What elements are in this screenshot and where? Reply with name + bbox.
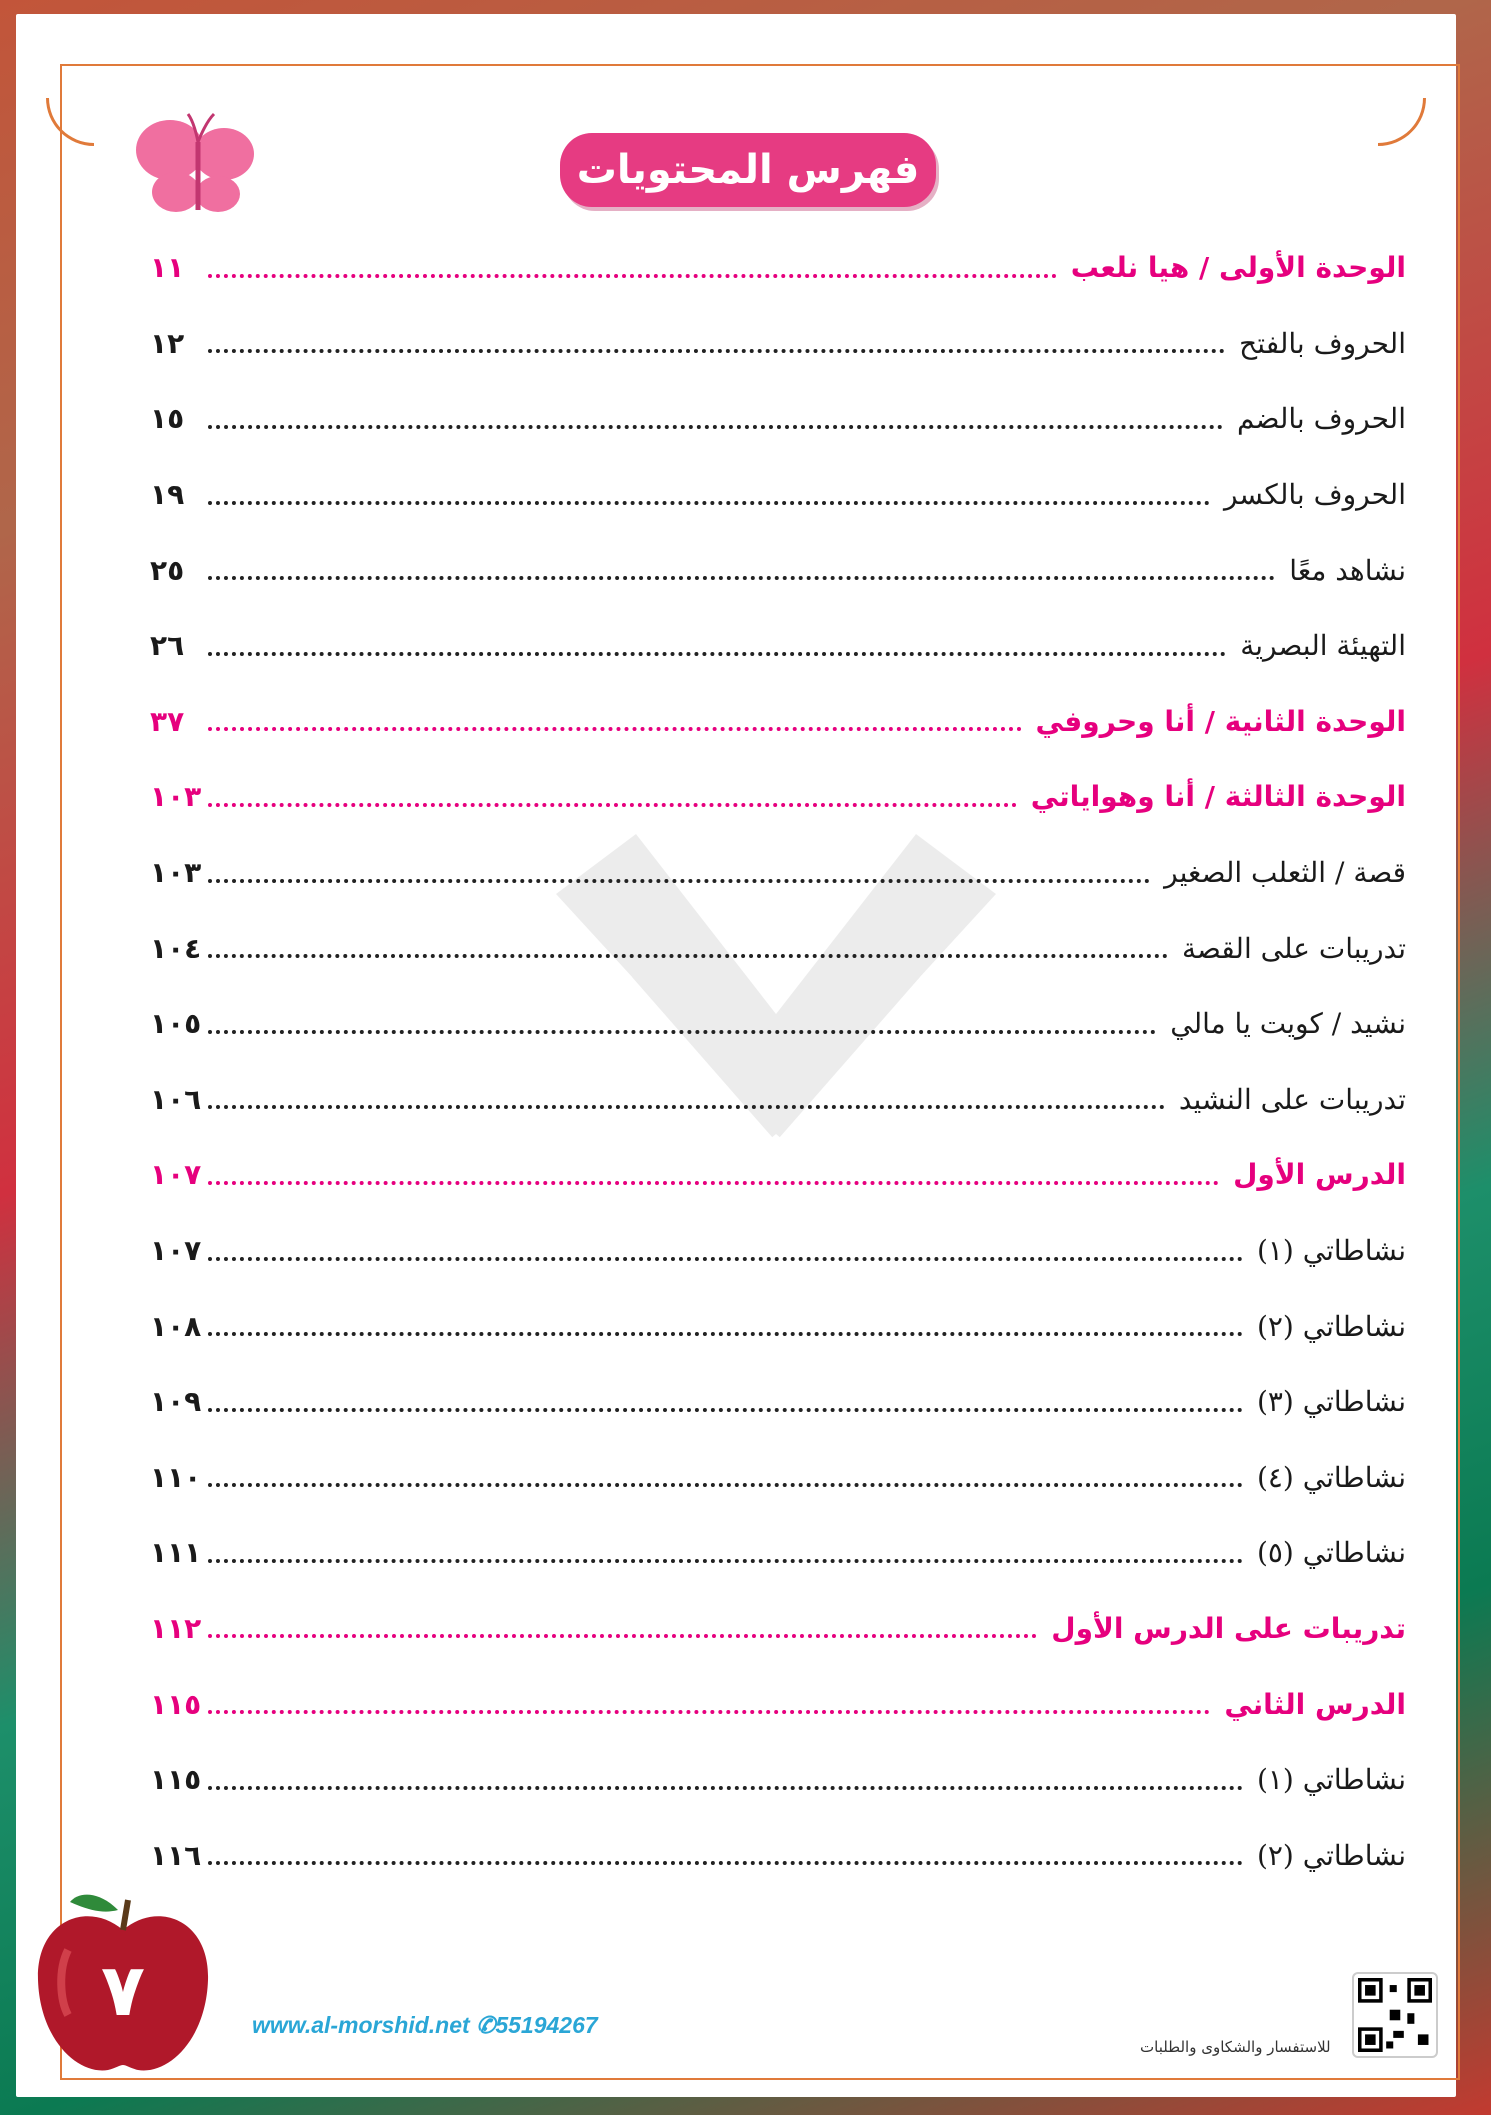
- toc-entry-label: تدريبات على النشيد: [1178, 1082, 1406, 1116]
- toc-row[interactable]: [150, 381, 1406, 457]
- page-title: فهرس المحتويات: [560, 133, 936, 207]
- toc-page-number: ١١: [150, 251, 185, 285]
- toc-page-number: ١١٢: [150, 1611, 202, 1645]
- dot-leader: [208, 1483, 1243, 1487]
- website-link[interactable]: www.al-morshid.net: [252, 2012, 470, 2038]
- toc-page-number: ٢٦: [150, 629, 185, 663]
- toc-page-number: ١١١: [150, 1536, 202, 1570]
- toc-row[interactable]: [150, 608, 1406, 684]
- toc-entry-label: نشاطاتي (١): [1256, 1234, 1406, 1268]
- toc-page-number: ١٠٧: [150, 1234, 202, 1268]
- toc-row[interactable]: [150, 1817, 1406, 1893]
- dot-leader: [208, 1710, 1210, 1714]
- toc-page-number: ١١٦: [150, 1838, 202, 1872]
- toc-entry-label: قصة / الثعلب الصغير: [1164, 856, 1406, 890]
- toc-entry-label: الدرس الأول: [1233, 1158, 1406, 1192]
- dot-leader: [208, 1634, 1037, 1638]
- toc-page-number: ١٢: [150, 326, 185, 360]
- toc-entry-label: الوحدة الأولى / هيا نلعب: [1070, 251, 1406, 285]
- toc-entry-label: نشاهد معًا: [1289, 553, 1406, 587]
- dot-leader: [208, 349, 1225, 353]
- toc-row[interactable]: [150, 306, 1406, 382]
- toc-row[interactable]: [150, 1364, 1406, 1440]
- toc-page-number: ١١٠: [150, 1460, 202, 1494]
- footer-note: للاستفسار والشكاوى والطلبات: [1140, 2038, 1331, 2056]
- toc-page-number: ٢٥: [150, 553, 185, 587]
- toc-page-number: ١٠٥: [150, 1007, 202, 1041]
- dot-leader: [208, 652, 1226, 656]
- toc-entry-label: الحروف بالضم: [1236, 402, 1406, 436]
- qr-code-icon[interactable]: [1352, 1972, 1438, 2058]
- dot-leader: [208, 1786, 1243, 1790]
- dot-leader: [208, 954, 1168, 958]
- toc-entry-label: نشاطاتي (٢): [1256, 1309, 1406, 1343]
- dot-leader: [208, 1257, 1243, 1261]
- dot-leader: [208, 1105, 1165, 1109]
- toc-row[interactable]: [150, 835, 1406, 911]
- toc-entry-label: الوحدة الثانية / أنا وحروفي: [1035, 704, 1406, 738]
- toc-entry-label: نشاطاتي (٣): [1256, 1385, 1406, 1419]
- page-number: ٧: [101, 1948, 145, 2032]
- toc-row[interactable]: [150, 1515, 1406, 1591]
- toc-entry-label: الحروف بالكسر: [1223, 478, 1406, 512]
- dot-leader: [208, 501, 1210, 505]
- toc-entry-label: الحروف بالفتح: [1239, 326, 1406, 360]
- toc-page-number: ١٠٤: [150, 931, 202, 965]
- dot-leader: [208, 1861, 1243, 1865]
- toc-row[interactable]: [150, 910, 1406, 986]
- phone-icon: ✆: [476, 2012, 496, 2038]
- phone-number: 55194267: [495, 2012, 598, 2038]
- toc-page-number: ١١٥: [150, 1687, 202, 1721]
- toc-entry-label: نشاطاتي (١): [1256, 1763, 1406, 1797]
- toc-row[interactable]: [150, 1062, 1406, 1138]
- dot-leader: [208, 1408, 1243, 1412]
- toc-entry-label: تدريبات على الدرس الأول: [1051, 1611, 1406, 1645]
- toc-row[interactable]: [150, 1742, 1406, 1818]
- toc-row[interactable]: [150, 759, 1406, 835]
- toc-row[interactable]: [150, 986, 1406, 1062]
- toc-row[interactable]: [150, 1440, 1406, 1516]
- table-of-contents: [150, 230, 1406, 1893]
- dot-leader: [208, 879, 1150, 883]
- toc-row[interactable]: [150, 532, 1406, 608]
- toc-entry-label: الدرس الثاني: [1224, 1687, 1406, 1721]
- toc-page-number: ١٠٩: [150, 1385, 202, 1419]
- dot-leader: [208, 803, 1017, 807]
- toc-page-number: ١٥: [150, 402, 185, 436]
- toc-row[interactable]: [150, 230, 1406, 306]
- toc-page-number: ١٠٧: [150, 1158, 202, 1192]
- toc-row[interactable]: [150, 684, 1406, 760]
- dot-leader: [208, 727, 1022, 731]
- dot-leader: [208, 576, 1275, 580]
- toc-row[interactable]: [150, 1137, 1406, 1213]
- dot-leader: [208, 1332, 1243, 1336]
- dot-leader: [208, 425, 1223, 429]
- butterfly-icon: [128, 102, 268, 222]
- dot-leader: [208, 1559, 1243, 1563]
- toc-row[interactable]: [150, 1591, 1406, 1667]
- toc-page-number: ١١٥: [150, 1763, 202, 1797]
- toc-page-number: ١٠٣: [150, 856, 202, 890]
- toc-page-number: ١٠٦: [150, 1082, 202, 1116]
- toc-row[interactable]: [150, 1666, 1406, 1742]
- toc-entry-label: تدريبات على القصة: [1181, 931, 1406, 965]
- toc-entry-label: نشاطاتي (٤): [1256, 1460, 1406, 1494]
- toc-entry-label: نشيد / كويت يا مالي: [1170, 1007, 1406, 1041]
- toc-entry-label: نشاطاتي (٢): [1256, 1838, 1406, 1872]
- dot-leader: [208, 1030, 1156, 1034]
- toc-page-number: ٣٧: [150, 704, 185, 738]
- toc-page-number: ١٠٨: [150, 1309, 202, 1343]
- toc-row[interactable]: [150, 457, 1406, 533]
- toc-entry-label: نشاطاتي (٥): [1256, 1536, 1406, 1570]
- toc-page-number: ١٩: [150, 478, 185, 512]
- toc-entry-label: الوحدة الثالثة / أنا وهواياتي: [1030, 780, 1406, 814]
- dot-leader: [208, 274, 1057, 278]
- dot-leader: [208, 1181, 1219, 1185]
- toc-page-number: ١٠٣: [150, 780, 202, 814]
- toc-row[interactable]: [150, 1213, 1406, 1289]
- toc-entry-label: التهيئة البصرية: [1240, 629, 1406, 663]
- footer-url[interactable]: [252, 2012, 598, 2039]
- toc-row[interactable]: [150, 1288, 1406, 1364]
